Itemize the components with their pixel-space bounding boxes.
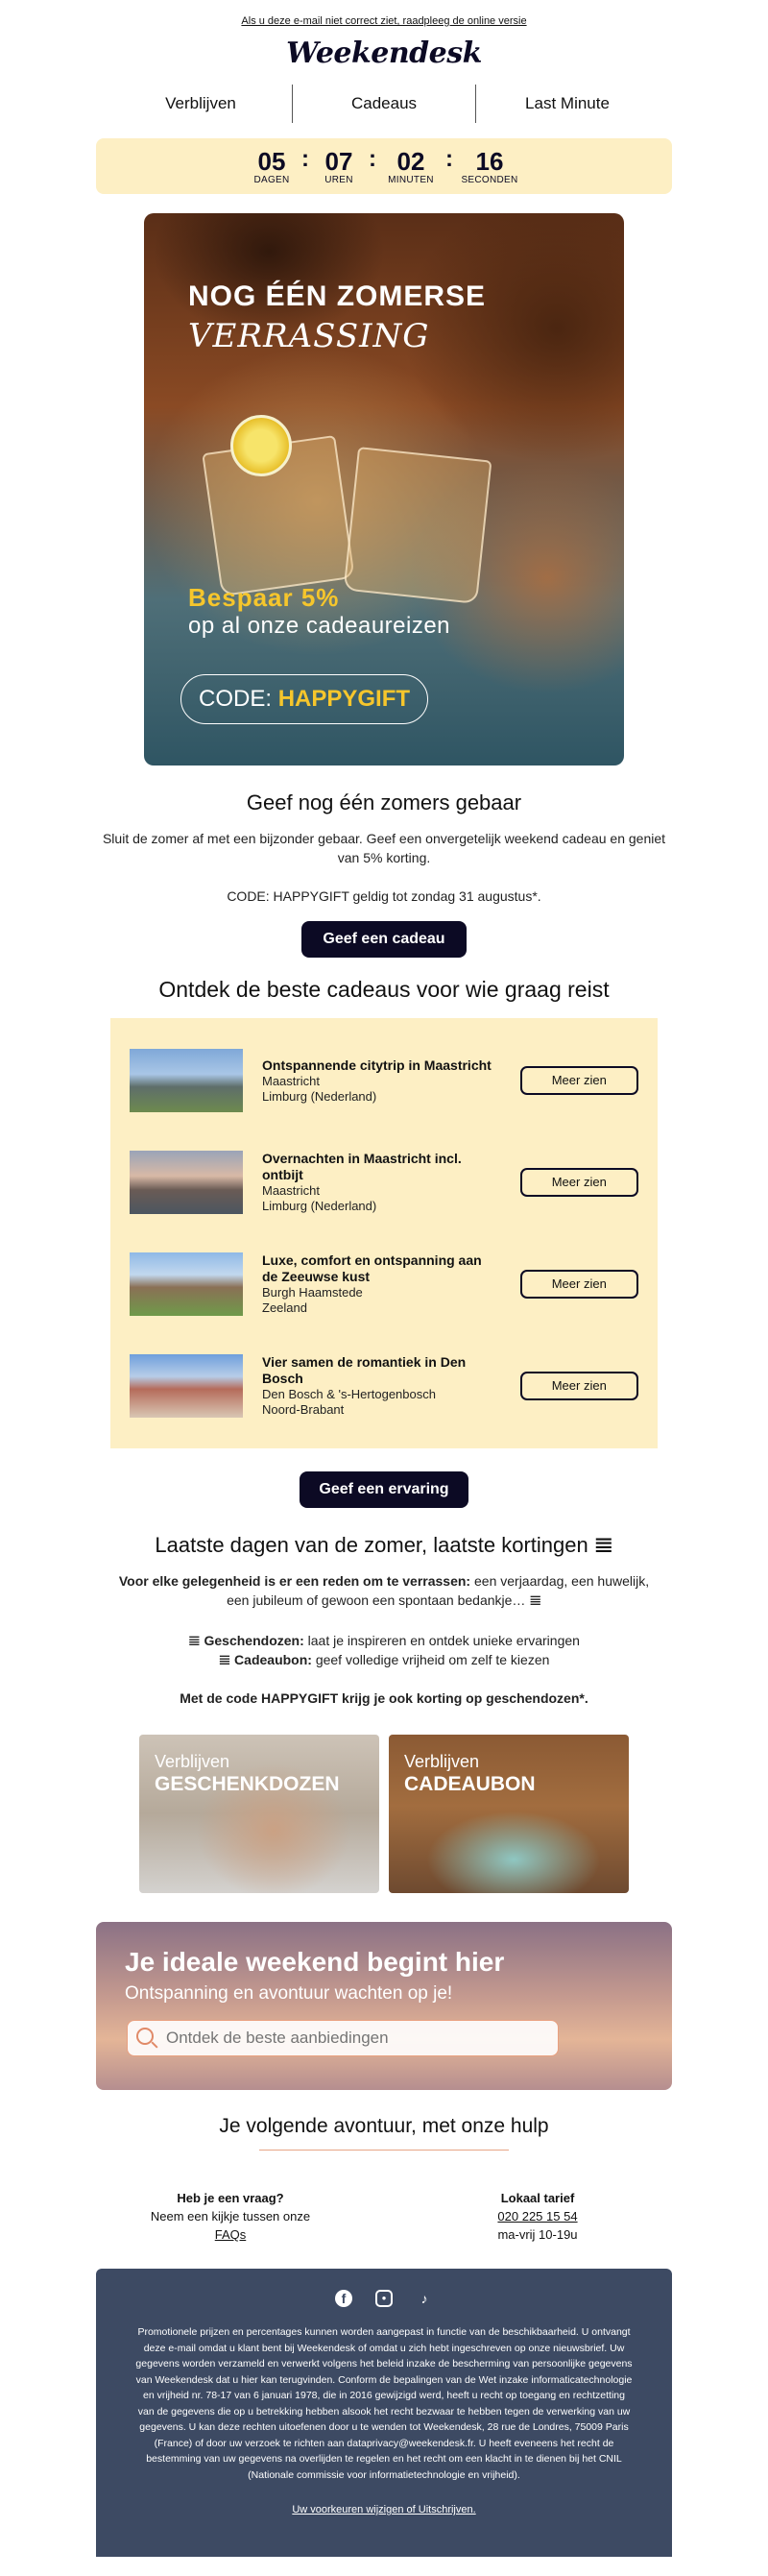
gift-city: Burgh Haamstede [262, 1285, 363, 1300]
gift-title[interactable]: Ontspannende citytrip in Maastricht [262, 1057, 492, 1073]
footer [96, 2269, 672, 2557]
gift-boxes-card[interactable] [139, 1735, 379, 1893]
countdown-label: MINUTEN [388, 174, 434, 185]
countdown-value: 16 [475, 146, 504, 176]
countdown-days [250, 148, 294, 185]
help-heading: Heb je een vraag? [177, 2191, 284, 2205]
facebook-icon[interactable]: f [335, 2290, 352, 2307]
gift-image[interactable] [130, 1252, 243, 1316]
nav-item-last-minute[interactable]: Last Minute [525, 94, 610, 112]
nav-item-verblijven[interactable]: Verblijven [165, 94, 236, 112]
promo-title: Geef nog één zomers gebaar [246, 790, 522, 814]
faq-link[interactable]: FAQs [214, 2227, 247, 2242]
hero-subtitle: op al onze cadeaureizen [188, 613, 451, 639]
card-title: CADEAUBON [404, 1773, 536, 1795]
help-heading: Lokaal tarief [500, 2191, 575, 2205]
countdown-value: 02 [396, 146, 425, 176]
gift-region: Limburg (Nederland) [262, 1199, 377, 1213]
gift-item [130, 1335, 638, 1437]
card-label: Verblijven [404, 1752, 480, 1771]
gift-item [130, 1233, 638, 1335]
gift-title[interactable]: Vier samen de romantiek in Den Bosch [262, 1354, 467, 1386]
search-icon [136, 2028, 154, 2045]
gift-city: Maastricht [262, 1073, 320, 1088]
line1-bold: Geschendozen: [204, 1633, 304, 1648]
tally-glyph: 𝌆 [593, 1533, 613, 1557]
tally-glyph: 𝌆 [218, 1652, 231, 1667]
countdown-label: UREN [324, 174, 353, 185]
search-input[interactable] [127, 2020, 559, 2056]
card-label: Verblijven [155, 1752, 230, 1771]
tally-glyph: 𝌆 [529, 1592, 541, 1608]
help-phone [456, 2189, 619, 2244]
hero-title: NOG ÉÉN ZOMERSE [188, 280, 487, 312]
gift-image[interactable] [130, 1354, 243, 1418]
more-info-button[interactable]: Meer zien [520, 1066, 638, 1095]
countdown-label: DAGEN [253, 174, 290, 185]
give-gift-button[interactable]: Geef een cadeau [301, 921, 467, 958]
gift-image[interactable] [130, 1049, 243, 1112]
line2-rest: geef volledige vrijheid om zelf te kiezen [311, 1652, 550, 1667]
more-info-button[interactable]: Meer zien [520, 1168, 638, 1197]
gift-item [130, 1030, 638, 1131]
last-days-intro [115, 1571, 653, 1610]
preheader [0, 0, 768, 35]
gift-info [262, 1354, 499, 1418]
gift-box-line [0, 1631, 768, 1650]
glass-illustration [344, 447, 492, 604]
search-banner [96, 1922, 672, 2090]
hero-discount: Bespaar 5% [188, 583, 340, 612]
opening-hours: ma-vrij 10-19u [497, 2227, 578, 2242]
countdown-label: SECONDEN [461, 174, 518, 185]
hero-promo-code [180, 674, 428, 724]
last-days-title [0, 1533, 768, 1558]
gift-city: Maastricht [262, 1183, 320, 1198]
help-title: Je volgende avontuur, met onze hulp [219, 2115, 549, 2137]
line2-bold: Cadeaubon: [234, 1652, 312, 1667]
gift-info [262, 1057, 499, 1105]
phone-link[interactable]: 020 225 15 54 [497, 2209, 578, 2224]
gift-image[interactable] [130, 1151, 243, 1214]
card-title: GESCHENKDOZEN [155, 1773, 340, 1795]
category-cards [0, 1735, 768, 1893]
instagram-icon[interactable]: ● [375, 2290, 393, 2307]
countdown-minutes [384, 148, 438, 185]
unsubscribe-link[interactable]: Uw voorkeuren wijzigen of Uitschrijven. [292, 2504, 476, 2515]
countdown-hours [317, 148, 361, 185]
hero-script-title: VERRASSING [188, 317, 430, 355]
help-faq [149, 2189, 312, 2244]
gift-info [262, 1151, 499, 1214]
promo-code-value: HAPPYGIFT [277, 686, 411, 712]
gift-region: Noord-Brabant [262, 1402, 345, 1417]
countdown-separator: : [445, 146, 453, 172]
gift-region: Zeeland [262, 1300, 307, 1315]
code-line: Met de code HAPPYGIFT krijg je ook korting op geschendozen*. [180, 1690, 588, 1706]
hero-banner[interactable] [144, 213, 624, 766]
nav-item-cadeaus[interactable]: Cadeaus [350, 94, 418, 112]
last-days-title-text: Laatste dagen van de zomer, laatste kortingen [155, 1533, 588, 1557]
intro-rest: een verjaardag, een huwelijk, een jubileum of gewoon een spontaan bedankje… [227, 1573, 650, 1608]
countdown-timer [96, 138, 672, 194]
voucher-line [0, 1650, 768, 1669]
voucher-card[interactable] [389, 1735, 629, 1893]
countdown-value: 07 [324, 146, 353, 176]
gifts-title: Ontdek de beste cadeaus voor wie graag reist [158, 977, 610, 1002]
more-info-button[interactable]: Meer zien [520, 1372, 638, 1400]
promo-text: Sluit de zomer af met een bijzonder gebaar. Geef een onvergetelijk weekend cadeau en geniet van 5% korting. [102, 831, 666, 865]
footer-preferences [96, 2504, 672, 2515]
give-experience-button[interactable]: Geef een ervaring [300, 1471, 468, 1508]
lemon-slice-illustration [230, 415, 292, 476]
gift-city: Den Bosch & 's-Hertogenbosch [262, 1387, 436, 1401]
tally-glyph: 𝌆 [188, 1633, 201, 1648]
online-version-link[interactable]: Als u deze e-mail niet correct ziet, raadpleeg de online versie [241, 15, 527, 27]
banner-subtitle: Ontspanning en avontuur wachten op je! [125, 1983, 453, 2004]
intro-bold: Voor elke gelegenheid is er een reden om te verrassen: [118, 1573, 471, 1589]
tiktok-icon[interactable]: ♪ [420, 2291, 428, 2306]
gift-item [130, 1131, 638, 1233]
promo-code-text: CODE: HAPPYGIFT geldig tot zondag 31 augustus*. [227, 888, 541, 904]
gift-title[interactable]: Overnachten in Maastricht incl. ontbijt [262, 1151, 462, 1182]
more-info-button[interactable]: Meer zien [520, 1270, 638, 1299]
divider [259, 2150, 509, 2151]
main-nav [0, 85, 768, 123]
gift-list [110, 1018, 658, 1448]
countdown-seconds [461, 148, 518, 185]
gift-info [262, 1252, 499, 1316]
help-section [0, 2189, 768, 2244]
countdown-separator: : [301, 146, 309, 172]
footer-legal-text: Promotionele prijzen en percentages kunnen worden aangepast in functie van de beschikbaarheid. U ontvangt deze e-mail omdat u klant bent bij Weekendesk of omdat u zich hebt ingeschreven op onze nieuwsbrief. Uw gegevens worden verzameld en verwerkt volgens het beleid inzake de bescherming van persoonlijke gegevens van Weekendesk dat u hier kan terugvinden. Conform de bepalingen van de Wet inzake informaticatechnologie en vrijheid nr. 78-17 van 6 januari 1978, die in 2016 gewijzigd werd, heeft u recht op toegang en rechtzetting van de gegevens die op u betrekking hebben alsook het recht bezwaar te hebben tegen de verwerking van uw gegevens. U kan deze rechten uitoefenen door u te wenden tot Weekendesk, 28 rue de Londres, 75009 Paris (France) of door uw verzoek te richten aan dataprivacy@weekendesk.fr. U heeft eveneens het recht de bestemming van uw gegevens na overlijden te regelen en het recht om een klacht in te dienen bij het CNIL (Nationale commissie voor informatietechnologie en vrijheid). [135, 2326, 633, 2481]
gift-region: Limburg (Nederland) [262, 1088, 377, 1104]
promo-code-prefix: CODE: [199, 686, 278, 712]
line1-rest: laat je inspireren en ontdek unieke ervaringen [303, 1633, 580, 1648]
weekendesk-logo[interactable]: Weekendesk [286, 36, 482, 70]
help-text: Neem een kijkje tussen onze [150, 2209, 311, 2224]
gift-title[interactable]: Luxe, comfort en ontspanning aan de Zeeuwse kust [262, 1252, 482, 1284]
countdown-value: 05 [257, 146, 286, 176]
social-links [96, 2290, 672, 2307]
countdown-separator: : [369, 146, 376, 172]
banner-title: Je ideale weekend begint hier [125, 1947, 505, 1977]
